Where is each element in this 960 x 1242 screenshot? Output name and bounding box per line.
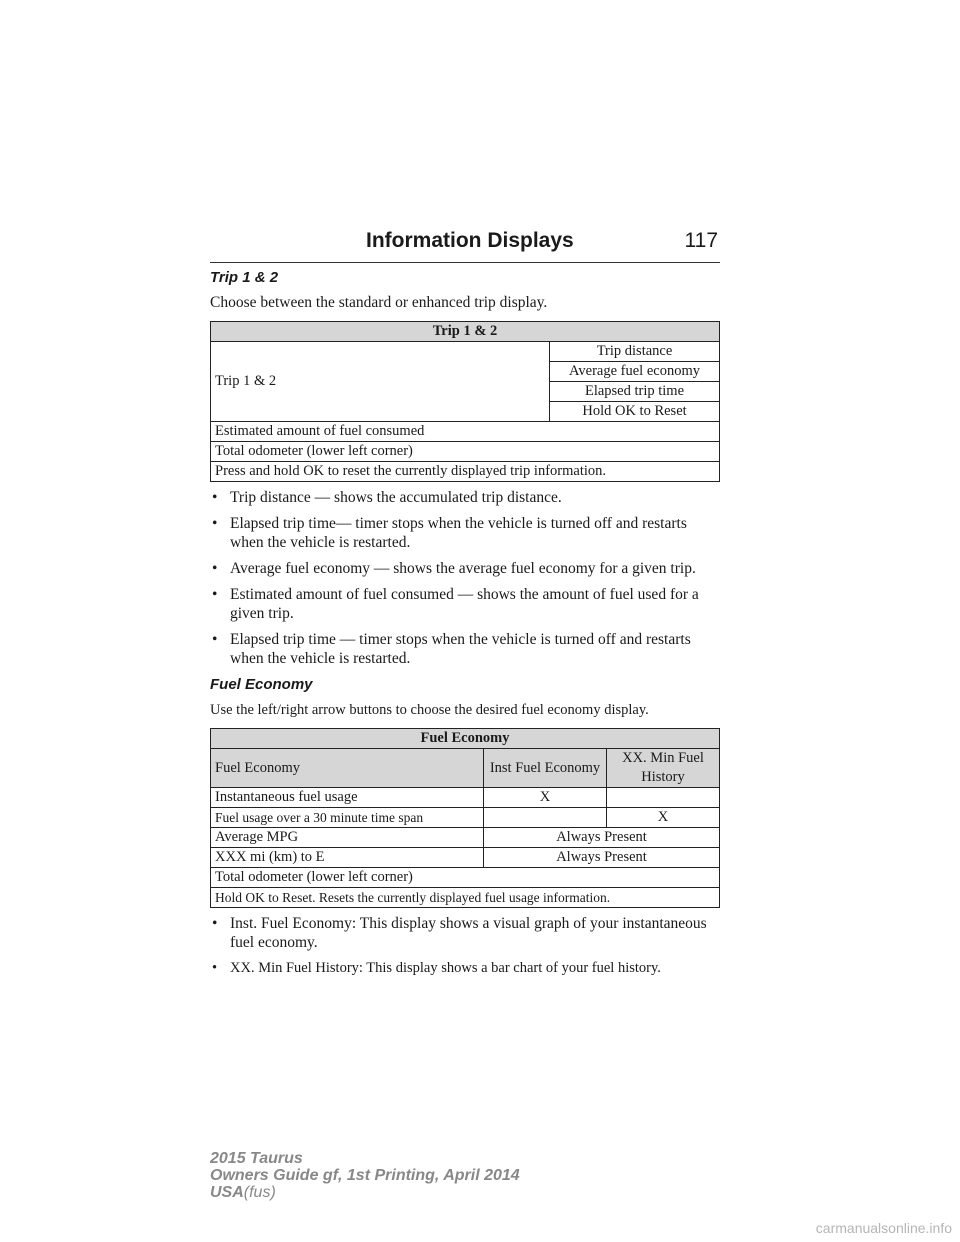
fuel-table	[210, 728, 720, 908]
fuel-cell	[607, 788, 720, 808]
fuel-table-header: Fuel Economy	[211, 729, 720, 749]
fuel-col-header: Fuel Economy	[211, 749, 484, 788]
section-heading-trip: Trip 1 & 2	[210, 269, 279, 286]
trip-bullets	[210, 488, 720, 668]
trip-table	[210, 321, 720, 482]
bullet-item: • Inst. Fuel Economy: This display shows a visual graph of your instantaneous fuel economy.	[210, 914, 720, 952]
fuel-cell: Always Present	[484, 848, 720, 868]
trip-table-header: Trip 1 & 2	[211, 322, 720, 342]
fuel-col-header: Inst Fuel Economy	[484, 749, 607, 788]
footer-region: USA	[210, 1184, 244, 1201]
trip-row: Total odometer (lower left corner)	[211, 442, 720, 462]
footer-code: (fus)	[243, 1184, 276, 1201]
fuel-row: Total odometer (lower left corner)	[211, 868, 720, 888]
bullet-item: • Average fuel economy — shows the average fuel economy for a given trip.	[210, 559, 720, 578]
trip-row: Estimated amount of fuel consumed	[211, 422, 720, 442]
footer-line	[210, 1184, 520, 1201]
fuel-cell	[484, 808, 607, 828]
trip-item: Average fuel economy	[550, 362, 720, 382]
fuel-intro: Use the left/right arrow buttons to choose the desired fuel economy display.	[210, 702, 649, 718]
fuel-row: Hold OK to Reset. Resets the currently displayed fuel usage information.	[211, 888, 720, 908]
trip-item: Elapsed trip time	[550, 382, 720, 402]
trip-group-label: Trip 1 & 2	[211, 342, 550, 422]
fuel-row-label: XXX mi (km) to E	[211, 848, 484, 868]
bullet-item: • Trip distance — shows the accumulated trip distance.	[210, 488, 720, 507]
page-title: Information Displays	[366, 229, 574, 252]
trip-item: Trip distance	[550, 342, 720, 362]
bullet-item: • Elapsed trip time— timer stops when the vehicle is turned off and restarts when the vehicle is restarted.	[210, 514, 720, 552]
fuel-cell: Always Present	[484, 828, 720, 848]
page-footer	[210, 1150, 520, 1201]
trip-intro: Choose between the standard or enhanced trip display.	[210, 294, 548, 311]
page-header	[210, 226, 720, 263]
footer-line: Owners Guide gf, 1st Printing, April 2014	[210, 1167, 520, 1184]
fuel-row-label: Average MPG	[211, 828, 484, 848]
fuel-row-label: Instantaneous fuel usage	[211, 788, 484, 808]
bullet-item: • Elapsed trip time — timer stops when the vehicle is turned off and restarts when the vehicle is restarted.	[210, 630, 720, 668]
fuel-row-label: Fuel usage over a 30 minute time span	[211, 808, 484, 828]
fuel-bullets	[210, 914, 720, 978]
fuel-cell: X	[484, 788, 607, 808]
trip-row: Press and hold OK to reset the currently displayed trip information.	[211, 462, 720, 482]
trip-item: Hold OK to Reset	[550, 402, 720, 422]
footer-line: 2015 Taurus	[210, 1150, 303, 1167]
fuel-col-header: XX. Min Fuel History	[607, 749, 720, 788]
bullet-item: • Estimated amount of fuel consumed — shows the amount of fuel used for a given trip.	[210, 585, 720, 623]
page-content	[210, 268, 720, 985]
section-heading-fuel: Fuel Economy	[210, 676, 313, 693]
bullet-item: • XX. Min Fuel History: This display shows a bar chart of your fuel history.	[210, 959, 720, 978]
fuel-cell: X	[607, 808, 720, 828]
watermark: carmanualsonline.info	[815, 1220, 952, 1236]
page-number: 117	[684, 229, 718, 252]
